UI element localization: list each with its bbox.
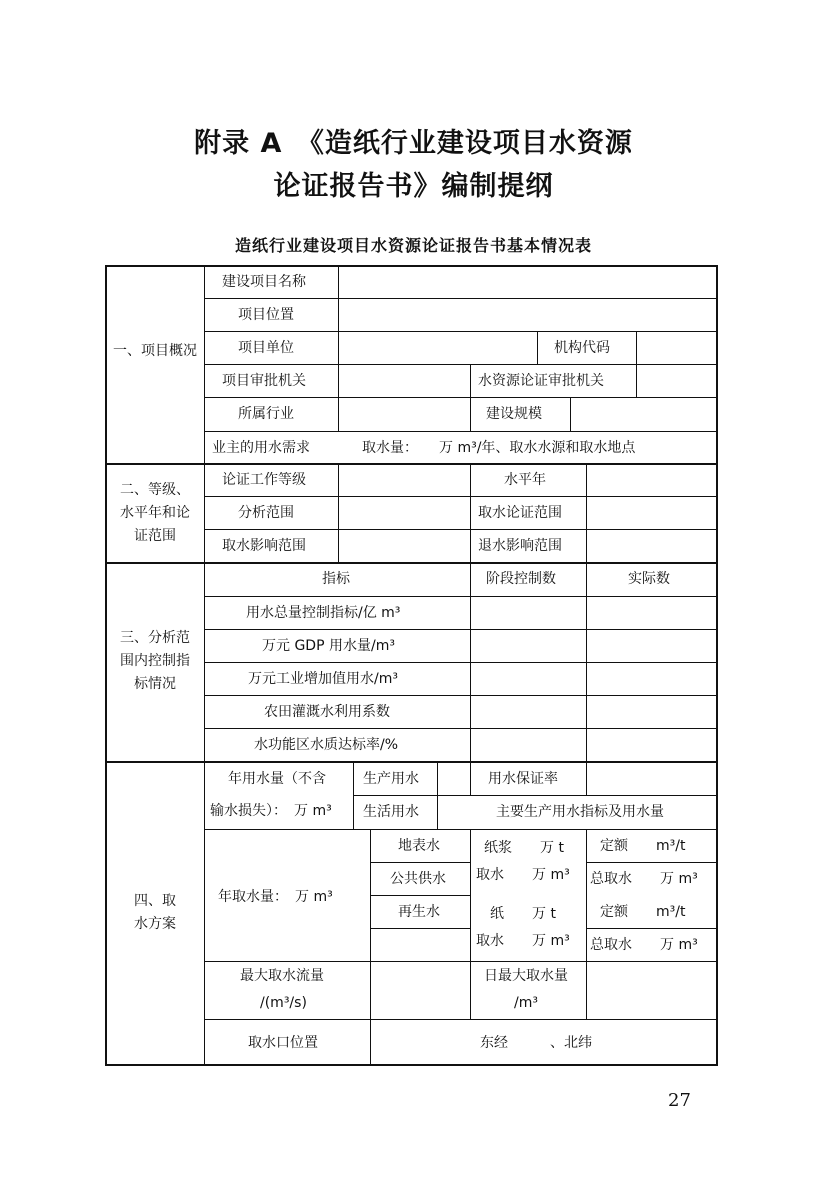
label-intake-volume: 取水量： 万 m³/年、取水水源和取水地点 [362,440,636,456]
label-grade: 论证工作等级 [222,472,306,488]
col-indicator: 指标 [322,571,350,587]
label-approval-org: 项目审批机关 [222,373,306,389]
label-domestic-water: 生活用水 [363,804,419,820]
label-annual-use-2: 输水损失）： 万 m³ [210,803,332,819]
label-intake-location: 取水口位置 [248,1035,318,1051]
label-paper-output: 纸 万 t [490,906,556,922]
label-industry: 所属行业 [238,406,294,422]
label-total-intake-1: 总取水 万 m³ [590,871,698,887]
indicator-row: 农田灌溉水利用系数 [264,704,390,720]
section1-header: 一、项目概况 [113,343,197,359]
label-level-year: 水平年 [504,472,546,488]
label-daily-max-unit: /m³ [514,995,538,1011]
label-coordinates: 东经 、北纬 [480,1035,592,1051]
label-wr-approval-org: 水资源论证审批机关 [478,373,604,389]
label-max-flow-unit: /(m³/s) [260,995,307,1011]
label-public-supply: 公共供水 [390,871,446,887]
section3-header: 三、分析范围内控制指标情况 [120,630,190,692]
label-guarantee-rate: 用水保证率 [488,771,558,787]
label-discharge-impact: 退水影响范围 [478,538,562,554]
document-title-line1: 附录 A 《造纸行业建设项目水资源 [194,128,633,159]
label-surface-water: 地表水 [398,838,440,854]
col-actual: 实际数 [628,571,670,587]
page-number: 27 [668,1090,691,1111]
label-quota-2: 定额 m³/t [600,904,686,920]
table-caption: 造纸行业建设项目水资源论证报告书基本情况表 [234,236,592,255]
label-annual-use-1: 年用水量（不含 [228,771,326,787]
label-recycled-water: 再生水 [398,904,440,920]
label-project-unit: 项目单位 [238,340,294,356]
label-quota-1: 定额 m³/t [600,838,686,854]
section2-header: 二、等级、水平年和论证范围 [120,482,190,544]
label-annual-intake: 年取水量： 万 m³ [218,889,333,905]
label-production-water: 生产用水 [363,771,419,787]
label-project-name: 建设项目名称 [222,274,306,290]
document-title-line2: 论证报告书》编制提纲 [273,171,554,202]
label-intake-range: 取水论证范围 [478,505,562,521]
label-project-location: 项目位置 [238,307,294,323]
label-paper-intake: 取水 万 m³ [476,933,570,949]
label-max-flow: 最大取水流量 [240,968,324,984]
indicator-row: 水功能区水质达标率/% [254,737,399,753]
label-intake-impact: 取水影响范围 [222,538,306,554]
indicator-row: 万元 GDP 用水量/m³ [262,638,395,654]
section4-header: 四、取水方案 [134,893,176,932]
label-scale: 建设规模 [486,406,542,422]
label-total-intake-2: 总取水 万 m³ [590,937,698,953]
label-pulp-intake: 取水 万 m³ [476,867,570,883]
label-pulp-output: 纸浆 万 t [484,840,564,856]
col-stage-control: 阶段控制数 [486,571,556,587]
label-daily-max: 日最大取水量 [484,968,568,984]
label-owner-demand: 业主的用水需求 [212,440,310,456]
label-org-code: 机构代码 [554,340,610,356]
indicator-row: 用水总量控制指标/亿 m³ [246,605,401,621]
indicator-row: 万元工业增加值用水/m³ [248,671,398,687]
label-main-indicator: 主要生产用水指标及用水量 [496,804,664,820]
label-analysis-range: 分析范围 [238,505,294,521]
